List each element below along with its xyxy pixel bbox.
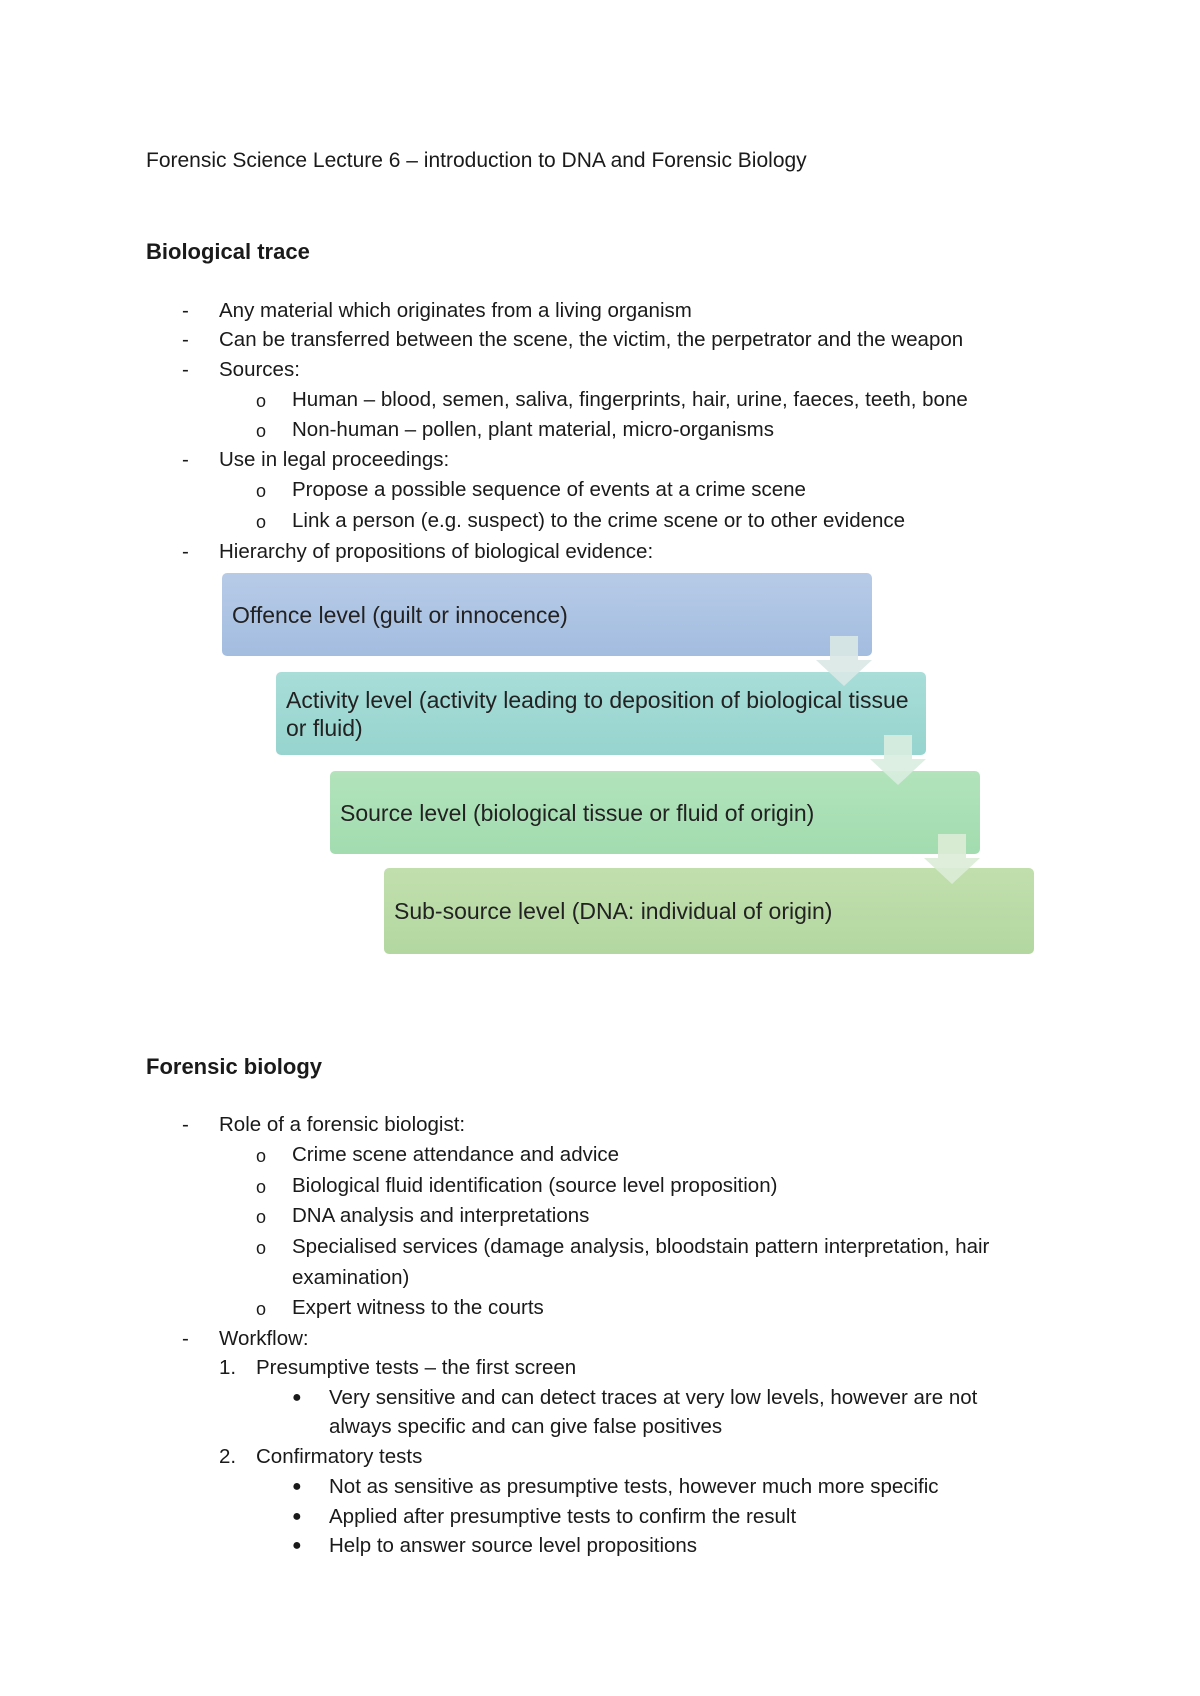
sub-list-item: Biological fluid identification (source level proposition) bbox=[292, 1174, 778, 1197]
circle-marker: o bbox=[256, 1299, 267, 1319]
list-item: Any material which originates from a living organism bbox=[219, 299, 692, 322]
circle-marker: o bbox=[256, 391, 267, 411]
sub-list-item: Link a person (e.g. suspect) to the crime scene or to other evidence bbox=[292, 509, 906, 532]
dash-marker: - bbox=[182, 1113, 189, 1136]
sub-list-item: Human – blood, semen, saliva, fingerprints, hair, urine, faeces, teeth, bone bbox=[292, 388, 968, 411]
circle-marker: o bbox=[256, 1207, 267, 1227]
bullet-marker: ● bbox=[292, 1389, 302, 1406]
bullet-item: Not as sensitive as presumptive tests, however much more specific bbox=[329, 1475, 939, 1498]
offence-level-label: Offence level (guilt or innocence) bbox=[232, 601, 568, 628]
dash-marker: - bbox=[182, 328, 189, 351]
numbered-item: Presumptive tests – the first screen bbox=[256, 1356, 577, 1379]
bullet-item: Help to answer source level propositions bbox=[329, 1534, 698, 1557]
list-item: Sources: bbox=[219, 358, 300, 381]
sub-source-level-label: Sub-source level (DNA: individual of origin) bbox=[394, 898, 833, 924]
number-marker: 1. bbox=[219, 1356, 237, 1379]
sub-list-item: Specialised services (damage analysis, bloodstain pattern interpretation, hair bbox=[292, 1235, 990, 1258]
bullet-item-continuation: always specific and can give false positives bbox=[329, 1415, 723, 1438]
sub-list-item: Crime scene attendance and advice bbox=[292, 1143, 620, 1166]
list-item: Can be transferred between the scene, the victim, the perpetrator and the weapon bbox=[219, 328, 964, 351]
activity-level-label: Activity level (activity leading to deposition of biological tissue or fluid) bbox=[286, 686, 909, 741]
list-item: Role of a forensic biologist: bbox=[219, 1113, 466, 1136]
sub-list-item-continuation: examination) bbox=[292, 1266, 410, 1289]
circle-marker: o bbox=[256, 1146, 267, 1166]
dash-marker: - bbox=[182, 299, 189, 322]
document-title: Forensic Science Lecture 6 – introduction to DNA and Forensic Biology bbox=[146, 149, 807, 172]
circle-marker: o bbox=[256, 512, 267, 532]
circle-marker: o bbox=[256, 1177, 267, 1197]
offence-level-box bbox=[222, 573, 872, 656]
sub-list-item: Expert witness to the courts bbox=[292, 1296, 544, 1319]
number-marker: 2. bbox=[219, 1445, 237, 1468]
dash-marker: - bbox=[182, 358, 189, 381]
section-heading-biological-trace: Biological trace bbox=[146, 239, 310, 264]
list-item: Workflow: bbox=[219, 1327, 309, 1350]
bullet-item: Very sensitive and can detect traces at very low levels, however are not bbox=[329, 1386, 978, 1409]
circle-marker: o bbox=[256, 481, 267, 501]
dash-marker: - bbox=[182, 540, 189, 563]
down-arrow-icon bbox=[814, 636, 874, 686]
source-level-label: Source level (biological tissue or fluid of origin) bbox=[340, 799, 815, 826]
down-arrow-icon bbox=[922, 834, 982, 884]
sub-list-item: Non-human – pollen, plant material, micro-organisms bbox=[292, 418, 774, 441]
sub-list-item: Propose a possible sequence of events at a crime scene bbox=[292, 478, 806, 501]
dash-marker: - bbox=[182, 448, 189, 471]
bullet-item: Applied after presumptive tests to confirm the result bbox=[329, 1505, 797, 1528]
dash-marker: - bbox=[182, 1327, 189, 1350]
bullet-marker: ● bbox=[292, 1478, 302, 1495]
bullet-marker: ● bbox=[292, 1537, 302, 1554]
circle-marker: o bbox=[256, 421, 267, 441]
sub-list-item: DNA analysis and interpretations bbox=[292, 1204, 590, 1227]
numbered-item: Confirmatory tests bbox=[256, 1445, 423, 1468]
circle-marker: o bbox=[256, 1238, 267, 1258]
list-item: Use in legal proceedings: bbox=[219, 448, 450, 471]
section-heading-forensic-biology: Forensic biology bbox=[146, 1054, 323, 1079]
list-item: Hierarchy of propositions of biological evidence: bbox=[219, 540, 654, 563]
down-arrow-icon bbox=[868, 735, 928, 785]
bullet-marker: ● bbox=[292, 1508, 302, 1525]
